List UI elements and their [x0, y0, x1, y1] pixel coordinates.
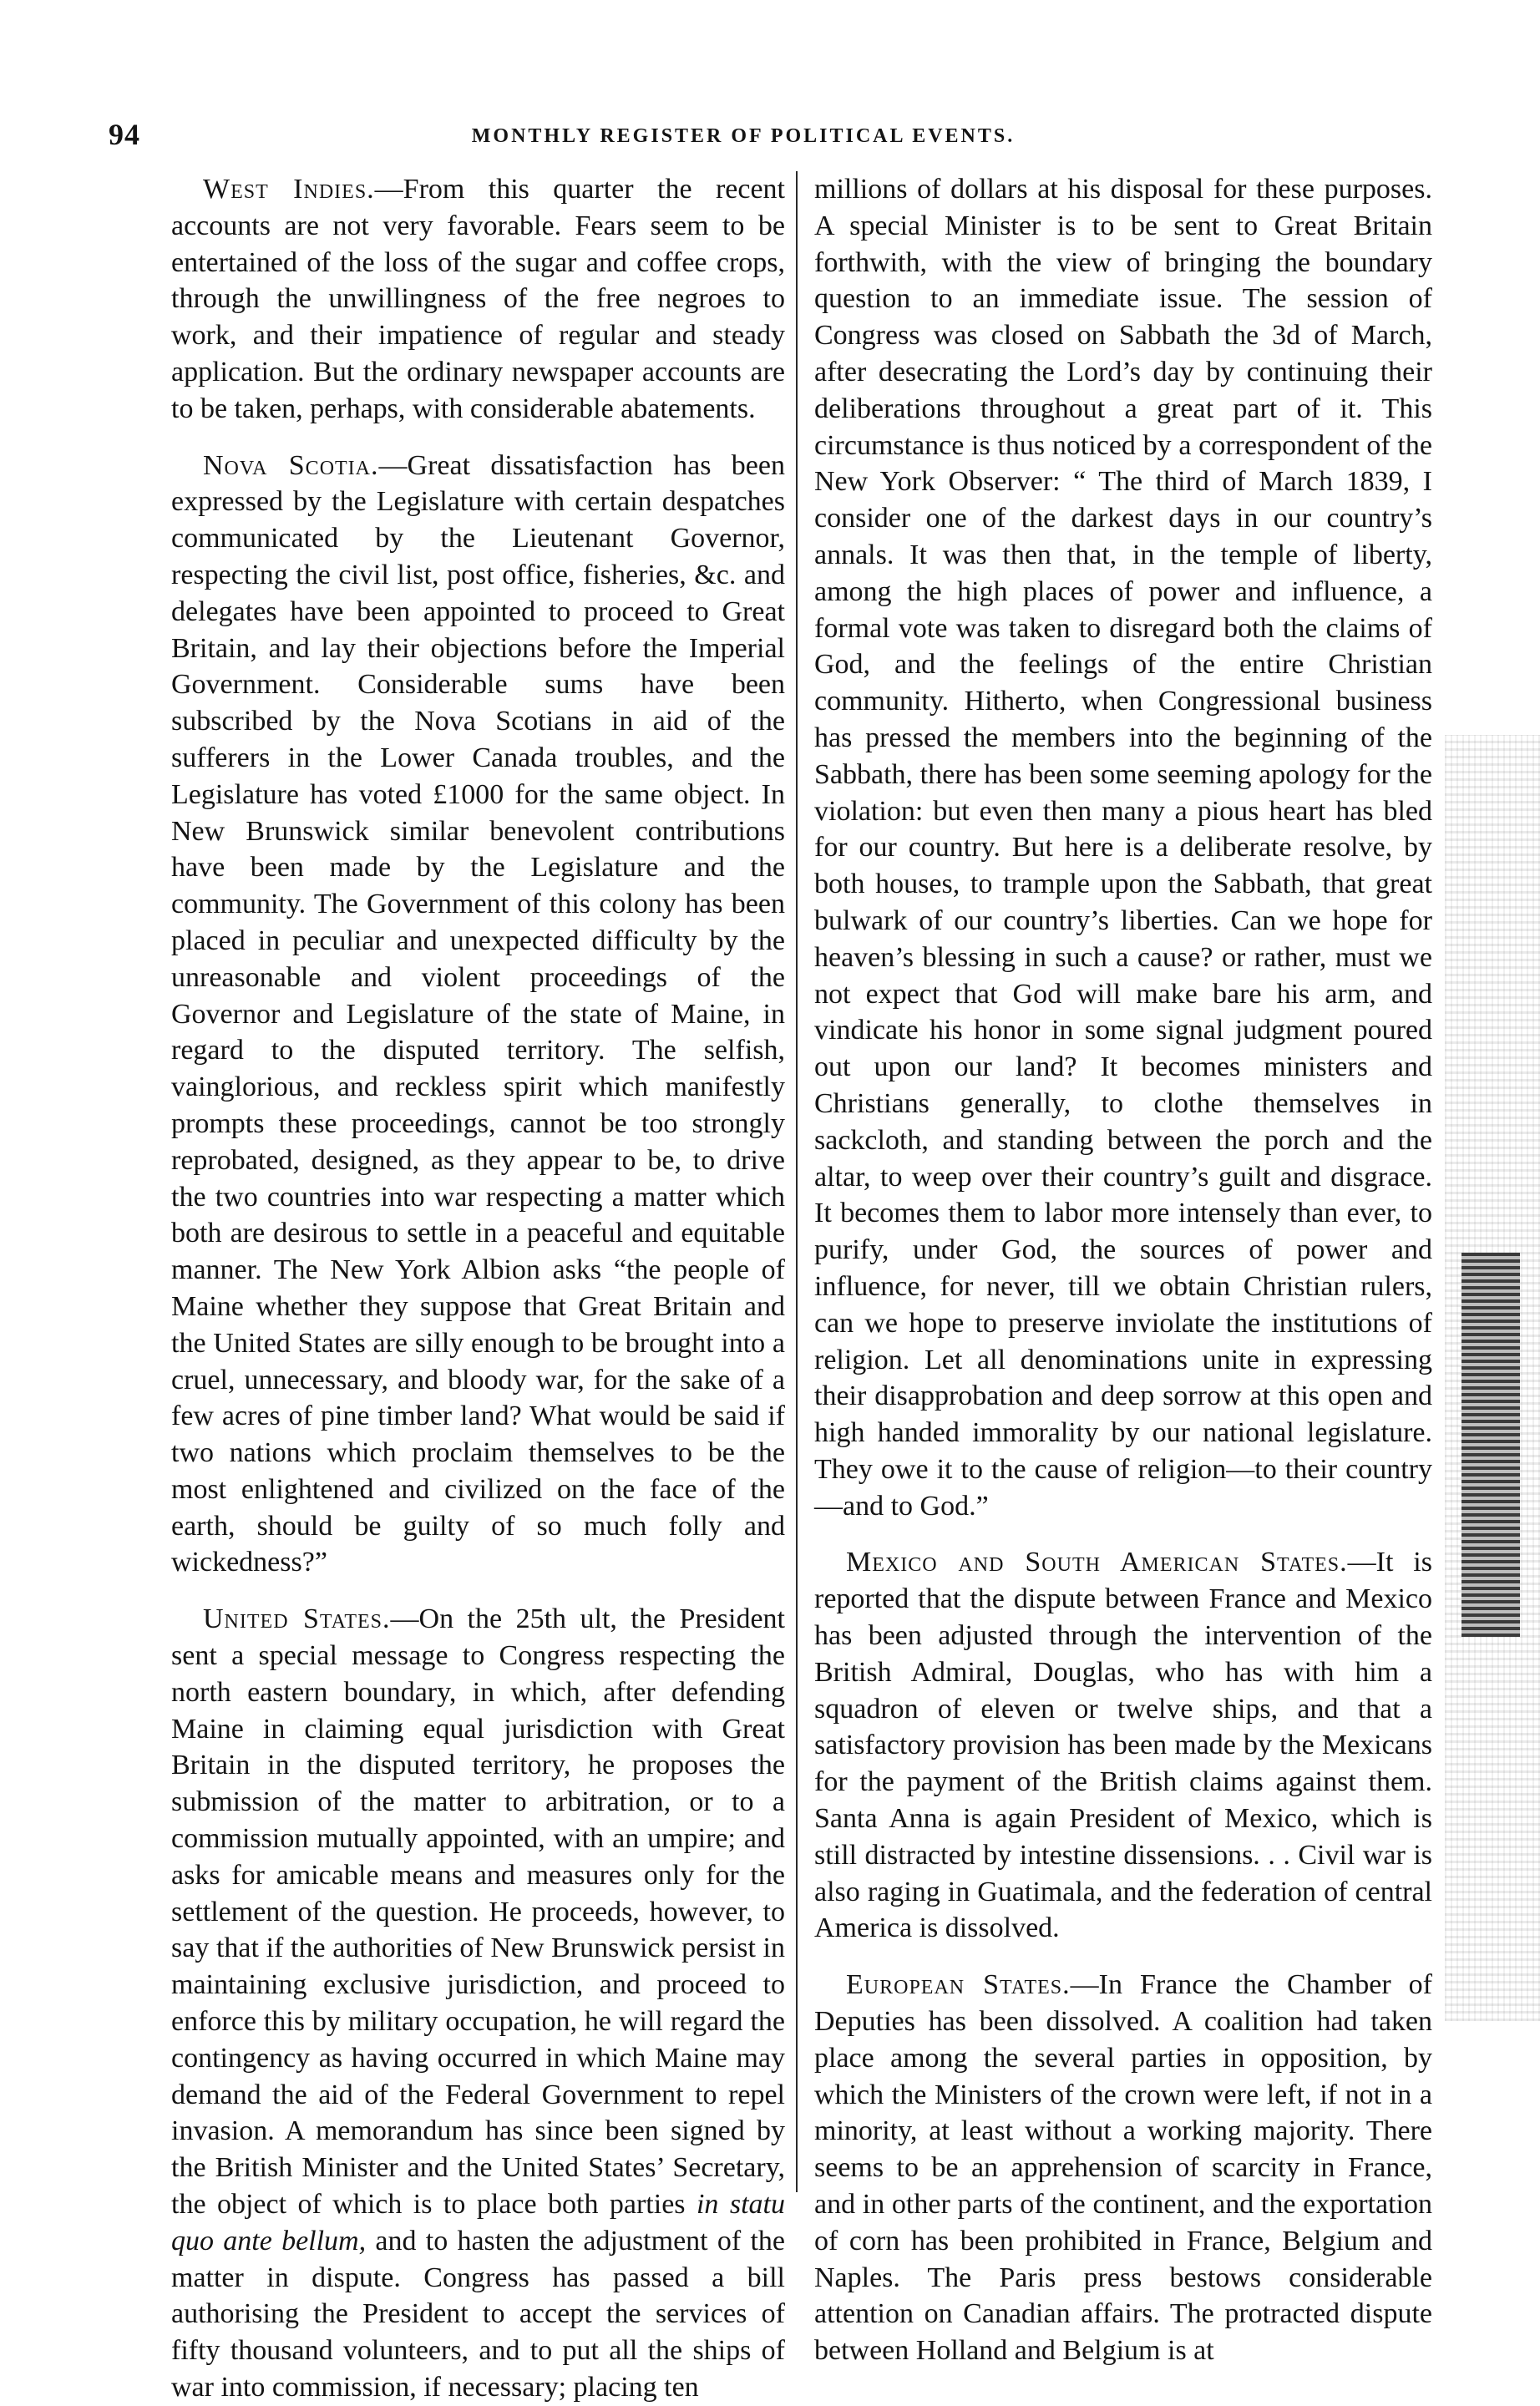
section-text-nova-scotia: —Great dissatisfaction has been expressed by the Legislature with certain despatches communicated by the Lieutenant Governor, respecting the civil list, post office, fisheries, &c. and delegates have been appointed to proceed to Great Britain, and lay their objections before the Imperial Government. Considerable sums have been subscribed by the Nova Scotians in aid of the sufferers in the Lower Canada troubles, and the Legislature has voted £1000 for the same object. In New Brunswick similar benevolent contributions have been made by the Legislature and the community. The Government of this colony has been placed in peculiar and unexpected difficulty by the unreasonable and violent proceedings of the Governor and Legislature of the state of Maine, in regard to the disputed territory. The selfish, vainglorious, and reckless spirit which manifestly prompts these proceedings, cannot be too strongly reprobated, designed, as they appear to be, to drive the two countries into war respecting a matter which both are desirous to settle in a peaceful and equitable manner. The New York Albion asks “the people of Maine whether they suppose that Great Britain and the United States are silly enough to be brought into a cruel, unnecessary, and bloody war, for the sake of a few acres of pine timber land? What would be said if two nations which proclaim themselves to be the most enlightened and civilized on the face of the earth, should be guilty of so much folly and wickedness?”: [171, 449, 785, 1578]
column-divider: [796, 171, 798, 2192]
section-mexico: [814, 1544, 1432, 1947]
page-number: 94: [109, 118, 140, 151]
section-heading-european: European States.: [846, 1969, 1071, 2001]
latin-phrase: in statu quo ante bellum,: [171, 2189, 786, 2257]
section-nova-scotia: [171, 448, 785, 1582]
left-column: [171, 171, 786, 2403]
section-text-west-indies: —From this quarter the recent accounts are not very favorable. Fears seem to be entertained of the loss of the sugar and coffee crops, through the unwillingness of the free negroes to work, and their impatience of regular and steady application. But the ordinary newspaper accounts are to be taken, perhaps, with considerable abatements.: [171, 174, 785, 424]
section-west-indies: [171, 171, 785, 428]
section-heading-united-states: United States.: [203, 1603, 391, 1635]
facing-page-bleed: [1445, 735, 1540, 2021]
section-text-us-continued: millions of dollars at his disposal for these purposes. A special Minister is to be sent to Great Britain forthwith, with the view of bringing the boundary question to an immediate issue. The session of Congress was closed on Sabbath the 3d of March, after desecrating the Lord’s day by continuing their deliberations throughout a great part of it. This circumstance is thus noticed by a correspondent of the New York Observer: “ The third of March 1839, I consider one of the darkest days in our country’s annals. It was then that, in the temple of liberty, among the high places of power and influence, a formal vote was taken to disregard both the claims of God, and the feelings of the entire Christian community. Hitherto, when Congressional business has pressed the members into the beginning of the Sabbath, there has been some seeming apology for the violation: but even then many a pious heart has bled for our country. But here is a deliberate resolve, by both houses, to trample upon the Sabbath, that great bulwark of our country’s liberties. Can we hope for heaven’s blessing in such a cause? or rather, must we not expect that God will make bare his arm, and vindicate his honor in some signal judgment poured out upon our land? It becomes ministers and Christians generally, to clothe themselves in sackcloth, and standing between the porch and the altar, to weep over their country’s guilt and disgrace. It becomes them to labor more intensely than ever, to purify, under God, the sources of power and influence, for never, till we obtain Christian rulers, can we hope to preserve inviolate the institutions of religion. Let all denominations unite in expressing their disapprobation and deep sorrow at this open and high handed immorality by our national legislature. They owe it to the cause of religion—to their country—and to God.”: [814, 174, 1432, 1522]
bleed-through-texture: [1461, 1253, 1520, 1637]
section-heading-west-indies: West Indies.: [203, 174, 375, 205]
running-title: MONTHLY REGISTER OF POLITICAL EVENTS.: [471, 125, 1016, 147]
section-text-european: —In France the Chamber of Deputies has been dissolved. A coalition had taken place among the several parties in opposition, by which the Ministers of the crown were left, if not in a minority, at least without a working majority. There seems to be an apprehension of scarcity in France, and in other parts of the continent, and the exportation of corn has been prohibited in France, Belgium and Naples. The Paris press bestows considerable attention on Canadian affairs. The protracted dispute between Holland and Belgium is at: [814, 1969, 1432, 2367]
section-heading-nova-scotia: Nova Scotia.: [203, 449, 379, 481]
section-heading-mexico: Mexico and South American States.: [846, 1547, 1348, 1578]
section-text-united-states-a: —On the 25th ult, the President sent a special message to Congress respecting the north eastern boundary, in which, after defending Maine in claiming equal jurisdiction with Great Britain in the disputed territory, he proposes the submission of the matter to arbitration, or to a commission mutually appointed, with an umpire; and asks for amicable means and measures only for the settlement of the question. He proceeds, however, to say that if the authorities of New Brunswick persist in maintaining exclusive jurisdiction, and proceed to enforce this by military occupation, he will regard the contingency as having occurred in which Maine may demand the aid of the Federal Government to repel invasion. A memorandum has since been signed by the British Minister and the United States’ Secretary, the object of which is to place both parties: [171, 1603, 785, 2221]
section-united-states: [171, 1601, 785, 2406]
united-states-continued: [814, 171, 1432, 1524]
section-text-united-states-b: and to hasten the adjustment of the matter in dispute. Congress has passed a bill authorising the President to accept the services of fifty thousand volunteers, and to put all the ships of war into commission, if necessary; placing ten: [171, 2225, 785, 2403]
right-column: [814, 171, 1432, 2367]
section-european: [814, 1967, 1432, 2369]
section-text-mexico: —It is reported that the dispute between France and Mexico has been adjusted through the intervention of the British Admiral, Douglas, who has with him a squadron of eleven or twelve ships, and that a satisfactory provision has been made by the Mexicans for the payment of the British claims against them. Santa Anna is again President of Mexico, which is still distracted by intestine dissensions. . . Civil war is also raging in Guatimala, and the federation of central America is dissolved.: [814, 1547, 1432, 1944]
